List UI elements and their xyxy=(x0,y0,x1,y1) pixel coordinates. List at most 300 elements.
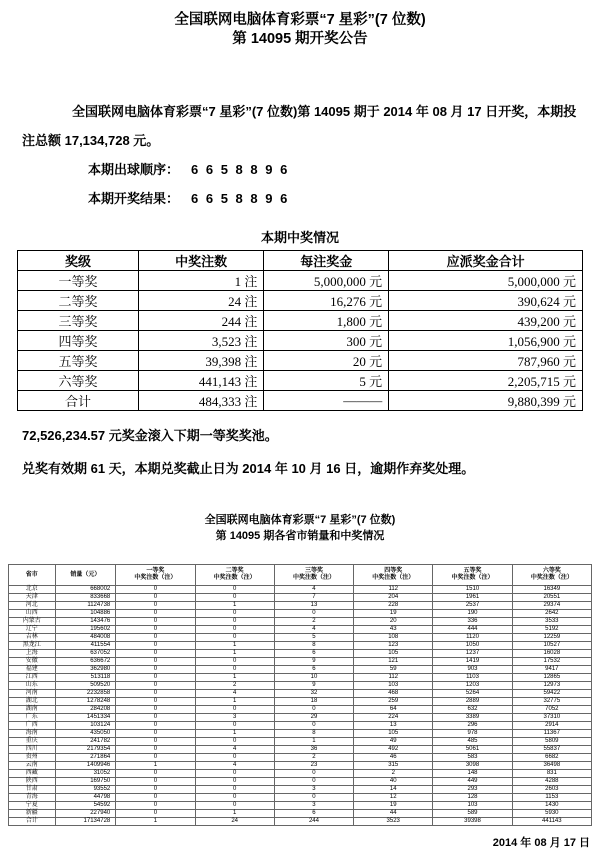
province-table-cell: 104886 xyxy=(55,610,116,618)
intro-paragraph-line2: 注总额 17,134,728 元。 xyxy=(22,133,160,148)
province-table-cell: 103 xyxy=(433,802,512,810)
prize-table xyxy=(17,250,583,411)
rollover-note: 72,526,234.57 元奖金滚入下期一等奖奖池。 xyxy=(22,428,278,443)
province-table-cell: 44798 xyxy=(55,794,116,802)
prize-table-cell: 39,398 注 xyxy=(138,351,263,371)
province-table-cell: 广东 xyxy=(9,714,56,722)
prize-table-body xyxy=(18,271,583,411)
prize-table-cell: 9,880,399 元 xyxy=(389,391,583,411)
province-table-cell: 1961 xyxy=(433,594,512,602)
prize-table-cell: 5,000,000 元 xyxy=(389,271,583,291)
province-header-prize-level: 二等奖 xyxy=(225,568,244,574)
province-table-cell: 0 xyxy=(195,586,274,594)
province-table-cell: 2537 xyxy=(433,602,512,610)
province-table-row xyxy=(9,666,592,674)
province-table-cell: 1430 xyxy=(512,802,591,810)
prize-table-row xyxy=(18,351,583,371)
province-table-cell: 9417 xyxy=(512,666,591,674)
province-table-cell: 1 xyxy=(195,650,274,658)
province-table-cell: 831 xyxy=(512,770,591,778)
province-table-cell: 128 xyxy=(433,794,512,802)
prize-table-cell: 六等奖 xyxy=(18,371,139,391)
province-table-cell: 0 xyxy=(116,610,195,618)
province-table-cell: 12259 xyxy=(512,634,591,642)
province-table-cell: 0 xyxy=(116,802,195,810)
province-header-prize-level: 一等奖 xyxy=(146,568,165,574)
province-table-cell: 468 xyxy=(354,690,433,698)
province-table-cell: 241782 xyxy=(55,738,116,746)
province-table-cell: 103124 xyxy=(55,722,116,730)
province-table-row xyxy=(9,786,592,794)
prize-table-cell: 四等奖 xyxy=(18,331,139,351)
province-table-cell: 1153 xyxy=(512,794,591,802)
province-table-cell: 411554 xyxy=(55,642,116,650)
province-table-cell: 1278248 xyxy=(55,698,116,706)
province-table-cell: 湖南 xyxy=(9,706,56,714)
province-table-cell: 833668 xyxy=(55,594,116,602)
province-table-row xyxy=(9,754,592,762)
province-table-header-cell xyxy=(512,565,591,586)
province-table-cell: 上海 xyxy=(9,650,56,658)
province-table-cell: 4288 xyxy=(512,778,591,786)
province-header-count-label: 中奖注数（注） xyxy=(213,575,256,581)
province-table-row xyxy=(9,738,592,746)
province-table-cell: 4 xyxy=(195,690,274,698)
province-table-header-cell xyxy=(116,565,195,586)
footer-date: 2014 年 08 月 17 日 xyxy=(492,837,590,849)
province-table-cell: 0 xyxy=(195,706,274,714)
province-table-row xyxy=(9,610,592,618)
province-table-cell: 484008 xyxy=(55,634,116,642)
province-table-cell: 1 xyxy=(195,674,274,682)
province-table-cell: 新疆 xyxy=(9,810,56,818)
prize-table-row xyxy=(18,391,583,411)
province-table-cell: 1 xyxy=(116,762,195,770)
province-table-header-cell xyxy=(195,565,274,586)
province-table-cell: 7 xyxy=(274,594,353,602)
province-table-cell: 0 xyxy=(116,690,195,698)
province-table-cell: 1 xyxy=(195,810,274,818)
province-table-cell: 湖北 xyxy=(9,698,56,706)
province-table-header-cell xyxy=(354,565,433,586)
province-table-cell: 190 xyxy=(433,610,512,618)
province-header-prize-level: 六等奖 xyxy=(542,568,561,574)
province-table-cell: 山西 xyxy=(9,610,56,618)
province-table-row xyxy=(9,682,592,690)
province-table-cell: 18 xyxy=(274,698,353,706)
province-table-cell: 4 xyxy=(195,762,274,770)
prize-table-cell: ——— xyxy=(264,391,389,411)
province-table-cell: 4 xyxy=(195,746,274,754)
province-table-cell: 6 xyxy=(274,810,353,818)
province-table-cell: 2603 xyxy=(512,786,591,794)
province-table-cell: 24 xyxy=(195,818,274,826)
province-table-cell: 20551 xyxy=(512,594,591,602)
province-table-cell: 5061 xyxy=(433,746,512,754)
province-table-cell: 0 xyxy=(116,658,195,666)
province-table-cell: 3 xyxy=(274,802,353,810)
province-table-cell: 589 xyxy=(433,810,512,818)
province-table-cell: 29374 xyxy=(512,602,591,610)
province-table-cell: 293 xyxy=(433,786,512,794)
document-title xyxy=(0,0,600,49)
province-table-cell: 0 xyxy=(116,746,195,754)
province-section-title-line1: 全国联网电脑体育彩票“7 星彩”(7 位数) xyxy=(204,514,396,526)
province-table-cell: 4 xyxy=(274,586,353,594)
province-table-cell: 32 xyxy=(274,690,353,698)
province-table-cell: 1120 xyxy=(433,634,512,642)
province-table-cell: 13 xyxy=(274,602,353,610)
province-table-cell: 0 xyxy=(195,618,274,626)
province-table-cell: 64 xyxy=(354,706,433,714)
notes-section xyxy=(0,419,600,485)
province-table-cell: 29 xyxy=(274,714,353,722)
province-table-cell: 0 xyxy=(116,602,195,610)
province-table-cell: 5809 xyxy=(512,738,591,746)
province-table-cell: 6682 xyxy=(512,754,591,762)
prize-table-cell: 合计 xyxy=(18,391,139,411)
province-table-cell: 17134728 xyxy=(55,818,116,826)
deadline-note: 兑奖有效期 61 天，本期兑奖截止日为 2014 年 10 月 16 日，逾期作弃奖处理。 xyxy=(22,461,475,476)
province-table-cell: 1050 xyxy=(433,642,512,650)
province-table-cell: 978 xyxy=(433,730,512,738)
prize-table-cell: 1 注 xyxy=(138,271,263,291)
prize-table-header-cell: 每注奖金 xyxy=(264,251,389,271)
province-table-cell: 105 xyxy=(354,730,433,738)
province-table-cell: 1419 xyxy=(433,658,512,666)
province-table-header-cell: 销量（元） xyxy=(55,565,116,586)
province-table-cell: 227940 xyxy=(55,810,116,818)
province-table-row xyxy=(9,642,592,650)
province-table-cell: 244 xyxy=(274,818,353,826)
province-table-cell: 0 xyxy=(195,594,274,602)
province-table-cell: 1103 xyxy=(433,674,512,682)
province-table-cell: 5 xyxy=(274,634,353,642)
province-table-cell: 204 xyxy=(354,594,433,602)
prize-table-cell: 787,960 元 xyxy=(389,351,583,371)
province-table-cell: 0 xyxy=(274,706,353,714)
province-table-cell: 0 xyxy=(274,610,353,618)
province-table-cell: 0 xyxy=(116,618,195,626)
province-table-cell: 19 xyxy=(354,802,433,810)
province-table-cell: 14 xyxy=(354,786,433,794)
province-table-cell: 169750 xyxy=(55,778,116,786)
intro-section xyxy=(0,97,600,213)
prize-table-header-cell: 奖级 xyxy=(18,251,139,271)
prize-table-cell: 20 元 xyxy=(264,351,389,371)
province-table-cell: 509520 xyxy=(55,682,116,690)
province-table-cell: 辽宁 xyxy=(9,626,56,634)
province-section-title-line2: 第 14095 期各省市销量和中奖情况 xyxy=(215,529,385,542)
province-table-cell: 云南 xyxy=(9,762,56,770)
province-table-cell: 2 xyxy=(195,682,274,690)
province-table-cell: 0 xyxy=(195,666,274,674)
prize-table-cell: 441,143 注 xyxy=(138,371,263,391)
province-table-cell: 108 xyxy=(354,634,433,642)
province-table-header-cell xyxy=(433,565,512,586)
province-table-cell: 5264 xyxy=(433,690,512,698)
province-table-cell: 安徽 xyxy=(9,658,56,666)
province-table-cell: 0 xyxy=(195,778,274,786)
province-table-row xyxy=(9,698,592,706)
province-table-cell: 93552 xyxy=(55,786,116,794)
province-table-cell: 0 xyxy=(116,666,195,674)
prize-table-cell: 5 元 xyxy=(264,371,389,391)
province-table-cell: 12 xyxy=(354,794,433,802)
province-table-cell: 492 xyxy=(354,746,433,754)
province-table-cell: 195602 xyxy=(55,626,116,634)
province-table-cell: 0 xyxy=(116,778,195,786)
province-table-cell: 河北 xyxy=(9,602,56,610)
province-table-cell: 2 xyxy=(354,770,433,778)
province-table-cell: 10 xyxy=(274,674,353,682)
province-table-cell: 37310 xyxy=(512,714,591,722)
province-table-cell: 36 xyxy=(274,746,353,754)
province-table-header-cell xyxy=(274,565,353,586)
province-table-cell: 2179354 xyxy=(55,746,116,754)
province-header-prize-level: 三等奖 xyxy=(304,568,323,574)
province-table-cell: 天津 xyxy=(9,594,56,602)
province-table-cell: 0 xyxy=(116,674,195,682)
province-table-cell: 3 xyxy=(195,714,274,722)
province-table-cell: 0 xyxy=(195,794,274,802)
province-table-cell: 3098 xyxy=(433,762,512,770)
province-table-cell: 59 xyxy=(354,666,433,674)
province-table-cell: 重庆 xyxy=(9,738,56,746)
province-table-cell: 17532 xyxy=(512,658,591,666)
province-table-cell: 11367 xyxy=(512,730,591,738)
province-table-cell: 6 xyxy=(274,666,353,674)
province-table-cell: 西藏 xyxy=(9,770,56,778)
province-table-row xyxy=(9,730,592,738)
province-table-cell: 6 xyxy=(274,650,353,658)
province-table-cell: 1 xyxy=(116,818,195,826)
prize-table-cell: 五等奖 xyxy=(18,351,139,371)
province-table-row xyxy=(9,794,592,802)
province-table-cell: 485 xyxy=(433,738,512,746)
province-table-cell: 1 xyxy=(195,642,274,650)
province-table-row xyxy=(9,618,592,626)
province-table-cell: 12973 xyxy=(512,682,591,690)
province-table-cell: 0 xyxy=(274,722,353,730)
province-table-cell: 0 xyxy=(195,626,274,634)
province-table-row xyxy=(9,762,592,770)
province-table-cell: 43 xyxy=(354,626,433,634)
province-table-cell: 1237 xyxy=(433,650,512,658)
prize-table-cell: 3,523 注 xyxy=(138,331,263,351)
province-table-cell: 112 xyxy=(354,586,433,594)
province-table-cell: 54592 xyxy=(55,802,116,810)
province-table-cell: 青海 xyxy=(9,794,56,802)
province-table-cell: 江西 xyxy=(9,674,56,682)
province-table-row xyxy=(9,594,592,602)
province-table-cell: 112 xyxy=(354,674,433,682)
province-table-cell: 10527 xyxy=(512,642,591,650)
prize-table-row xyxy=(18,331,583,351)
province-table-row xyxy=(9,634,592,642)
province-table-cell: 0 xyxy=(116,810,195,818)
province-table-cell: 0 xyxy=(116,586,195,594)
province-table-cell: 296 xyxy=(433,722,512,730)
province-table-row xyxy=(9,818,592,826)
province-table-cell: 444 xyxy=(433,626,512,634)
prize-table-title: 本期中奖情况 xyxy=(260,230,339,245)
province-table-cell: 55837 xyxy=(512,746,591,754)
province-table-cell: 224 xyxy=(354,714,433,722)
province-table-cell: 0 xyxy=(195,658,274,666)
province-table-cell: 0 xyxy=(195,802,274,810)
province-table-cell: 903 xyxy=(433,666,512,674)
province-table-cell: 0 xyxy=(116,634,195,642)
province-header-count-label: 中奖注数（注） xyxy=(292,575,335,581)
province-table-cell: 13 xyxy=(354,722,433,730)
province-table-cell: 44 xyxy=(354,810,433,818)
province-table-row xyxy=(9,602,592,610)
prize-table-cell: 244 注 xyxy=(138,311,263,331)
province-table-cell: 583 xyxy=(433,754,512,762)
province-table-cell: 121 xyxy=(354,658,433,666)
province-table-cell: 0 xyxy=(116,770,195,778)
prize-table-cell: 390,624 元 xyxy=(389,291,583,311)
province-table-cell: 福建 xyxy=(9,666,56,674)
province-table-cell: 123 xyxy=(354,642,433,650)
province-table-cell: 16349 xyxy=(512,586,591,594)
province-table-cell: 2 xyxy=(274,754,353,762)
province-table-cell: 12865 xyxy=(512,674,591,682)
province-table-cell: 0 xyxy=(274,794,353,802)
province-table-cell: 31052 xyxy=(55,770,116,778)
prize-table-cell: 300 元 xyxy=(264,331,389,351)
province-table-cell: 1203 xyxy=(433,682,512,690)
prize-table-cell: 1,800 元 xyxy=(264,311,389,331)
province-table-cell: 636672 xyxy=(55,658,116,666)
province-table-cell: 0 xyxy=(116,730,195,738)
province-header-prize-level: 四等奖 xyxy=(384,568,403,574)
province-table-cell: 0 xyxy=(195,786,274,794)
province-table-cell: 5930 xyxy=(512,810,591,818)
province-table-cell: 284208 xyxy=(55,706,116,714)
province-section-title xyxy=(0,513,600,544)
province-table-body xyxy=(9,586,592,826)
province-header-count-label: 中奖注数（注） xyxy=(451,575,494,581)
province-table-cell: 0 xyxy=(116,722,195,730)
province-table-cell: 632 xyxy=(433,706,512,714)
province-table-cell: 内蒙古 xyxy=(9,618,56,626)
province-table-cell: 0 xyxy=(195,738,274,746)
prize-table-cell: 16,276 元 xyxy=(264,291,389,311)
province-table-cell: 合计 xyxy=(9,818,56,826)
province-table-cell: 甘肃 xyxy=(9,786,56,794)
province-table-cell: 40 xyxy=(354,778,433,786)
province-table-cell: 1124738 xyxy=(55,602,116,610)
province-table-cell: 0 xyxy=(116,794,195,802)
prize-table-cell: 一等奖 xyxy=(18,271,139,291)
province-table-cell: 20 xyxy=(354,618,433,626)
province-table-cell: 228 xyxy=(354,602,433,610)
province-table-cell: 0 xyxy=(116,706,195,714)
prize-table-row xyxy=(18,371,583,391)
draw-result-line xyxy=(22,184,578,213)
province-table-cell: 3389 xyxy=(433,714,512,722)
province-table-row xyxy=(9,650,592,658)
province-table-cell: 0 xyxy=(195,610,274,618)
province-table-cell: 0 xyxy=(116,594,195,602)
province-table-cell: 2914 xyxy=(512,722,591,730)
province-table-cell: 315 xyxy=(354,762,433,770)
province-table-cell: 513118 xyxy=(55,674,116,682)
document-title-line2: 第 14095 期开奖公告 xyxy=(232,31,368,47)
province-table-cell: 19 xyxy=(354,610,433,618)
province-table-header-cell: 省市 xyxy=(9,565,56,586)
province-table-cell: 3 xyxy=(274,786,353,794)
province-table-cell: 2889 xyxy=(433,698,512,706)
draw-result-value: 6 6 5 8 8 9 6 xyxy=(191,191,290,206)
province-table-cell: 0 xyxy=(195,754,274,762)
province-table-cell: 1 xyxy=(195,730,274,738)
ball-order-value: 6 6 5 8 8 9 6 xyxy=(191,162,290,177)
prize-table-cell: 5,000,000 元 xyxy=(264,271,389,291)
province-table-cell: 105 xyxy=(354,650,433,658)
province-table-row xyxy=(9,626,592,634)
province-table-row xyxy=(9,714,592,722)
province-table-cell: 0 xyxy=(195,634,274,642)
prize-table-row xyxy=(18,271,583,291)
province-table-header-row xyxy=(9,565,592,586)
province-table-cell: 441143 xyxy=(512,818,591,826)
province-table-cell: 1510 xyxy=(433,586,512,594)
province-table-cell: 0 xyxy=(116,682,195,690)
province-table-cell: 46 xyxy=(354,754,433,762)
prize-table-header-cell: 应派奖金合计 xyxy=(389,251,583,271)
province-table-cell: 0 xyxy=(116,738,195,746)
province-table-row xyxy=(9,722,592,730)
province-table-cell: 259 xyxy=(354,698,433,706)
draw-result-label: 本期开奖结果： xyxy=(88,191,180,206)
prize-table-cell: 二等奖 xyxy=(18,291,139,311)
province-table-cell: 广西 xyxy=(9,722,56,730)
province-table-row xyxy=(9,690,592,698)
province-table-cell: 吉林 xyxy=(9,634,56,642)
province-table-row xyxy=(9,810,592,818)
province-table-cell: 宁夏 xyxy=(9,802,56,810)
province-table-cell: 四川 xyxy=(9,746,56,754)
province-table-cell: 0 xyxy=(116,754,195,762)
prize-table-cell: 1,056,900 元 xyxy=(389,331,583,351)
province-table-cell: 668002 xyxy=(55,586,116,594)
province-table-cell: 黑龙江 xyxy=(9,642,56,650)
province-header-prize-level: 五等奖 xyxy=(463,568,482,574)
province-table-cell: 贵州 xyxy=(9,754,56,762)
province-table-cell: 103 xyxy=(354,682,433,690)
prize-table-header-cell: 中奖注数 xyxy=(138,251,263,271)
ball-order-line xyxy=(22,155,578,184)
province-table-cell: 49 xyxy=(354,738,433,746)
province-table-cell: 148 xyxy=(433,770,512,778)
province-header-count-label: 中奖注数（注） xyxy=(530,575,573,581)
province-table-cell: 0 xyxy=(116,714,195,722)
province-table-cell: 0 xyxy=(195,722,274,730)
province-table-cell: 36498 xyxy=(512,762,591,770)
province-table-cell: 9 xyxy=(274,658,353,666)
province-table-cell: 143476 xyxy=(55,618,116,626)
province-header-count-label: 中奖注数（注） xyxy=(134,575,177,581)
province-table-cell: 4 xyxy=(274,626,353,634)
province-table-cell: 3523 xyxy=(354,818,433,826)
province-table-cell: 海南 xyxy=(9,730,56,738)
province-table-cell: 5192 xyxy=(512,626,591,634)
province-table-cell: 2232858 xyxy=(55,690,116,698)
province-table-cell: 0 xyxy=(116,698,195,706)
